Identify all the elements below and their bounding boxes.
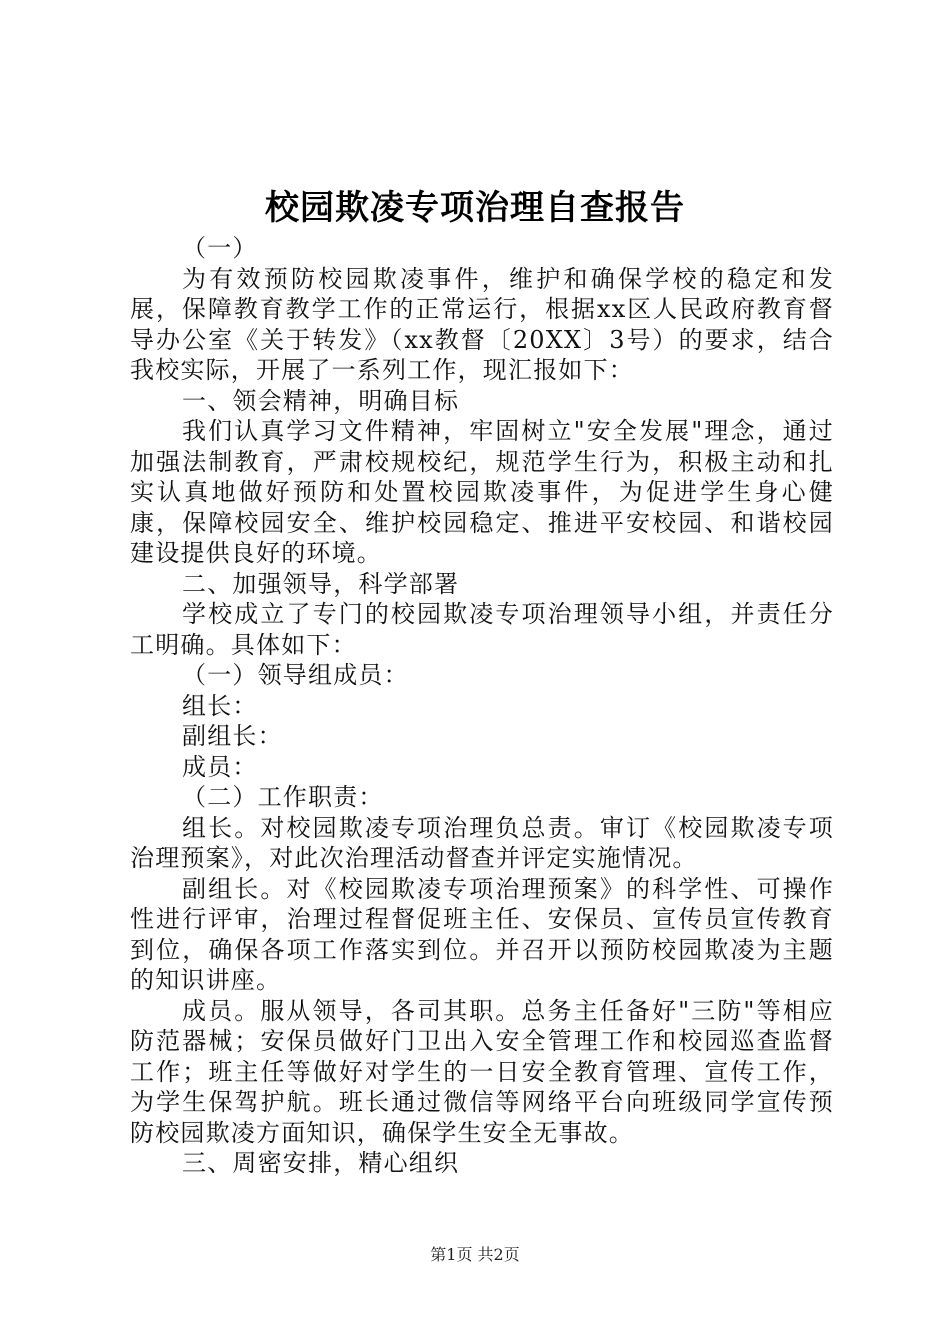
page-footer: 第1页 共2页 xyxy=(430,1245,520,1264)
document-title: 校园欺凌专项治理自查报告 xyxy=(265,188,685,228)
subsection-heading-members: （一）领导组成员： xyxy=(182,661,409,689)
section-heading-3: 三、周密安排，精心组织 xyxy=(182,1149,460,1177)
document-body xyxy=(130,233,834,1179)
section-label-1: （一） xyxy=(182,234,258,262)
section-heading-1: 一、领会精神，明确目标 xyxy=(182,386,460,415)
deputy-duty-paragraph: 副组长。对《校园欺凌专项治理预案》的科学性、可操作性进行评审，治理过程督促班主任、安保员、宣传员宣传教育到位，确保各项工作落实到位。并召开以预防校园欺凌为主题的知识讲座。 xyxy=(130,874,834,994)
deputy-leader-line: 副组长： xyxy=(182,722,283,750)
leader-duty-paragraph: 组长。对校园欺凌专项治理负总责。审订《校园欺凌专项治理预案》，对此次治理活动督查并评定实施情况。 xyxy=(130,813,834,872)
intro-paragraph: 为有效预防校园欺凌事件，维护和确保学校的稳定和发展，保障教育教学工作的正常运行，根据xx区人民政府教育督导办公室《关于转发》（xx教督〔20XX〕3号）的要求，结合我校实际，开展了一系列工作，现汇报如下： xyxy=(130,264,834,384)
section-heading-2: 二、加强领导，科学部署 xyxy=(182,569,460,598)
members-line: 成员： xyxy=(182,752,258,781)
section-1-paragraph: 我们认真学习文件精神，牢固树立"安全发展"理念，通过加强法制教育，严肃校规校纪，规范学生行为，积极主动和扎实认真地做好预防和处置校园欺凌事件，为促进学生身心健康，保障校园安全、维护校园稳定、推进平安校园、和谐校园建设提供良好的环境。 xyxy=(130,417,834,567)
members-duty-paragraph: 成员。服从领导，各司其职。总务主任备好"三防"等相应防范器械；安保员做好门卫出入安全管理工作和校园巡查监督工作；班主任等做好对学生的一日安全教育管理、宣传工作，为学生保驾护航。班长通过微信等网络平台向班级同学宣传预防校园欺凌方面知识，确保学生安全无事故。 xyxy=(130,996,834,1147)
subsection-heading-duties: （二）工作职责： xyxy=(182,783,384,811)
leader-line: 组长： xyxy=(182,691,258,720)
section-2-paragraph: 学校成立了专门的校园欺凌专项治理领导小组，并责任分工明确。具体如下： xyxy=(130,600,834,659)
